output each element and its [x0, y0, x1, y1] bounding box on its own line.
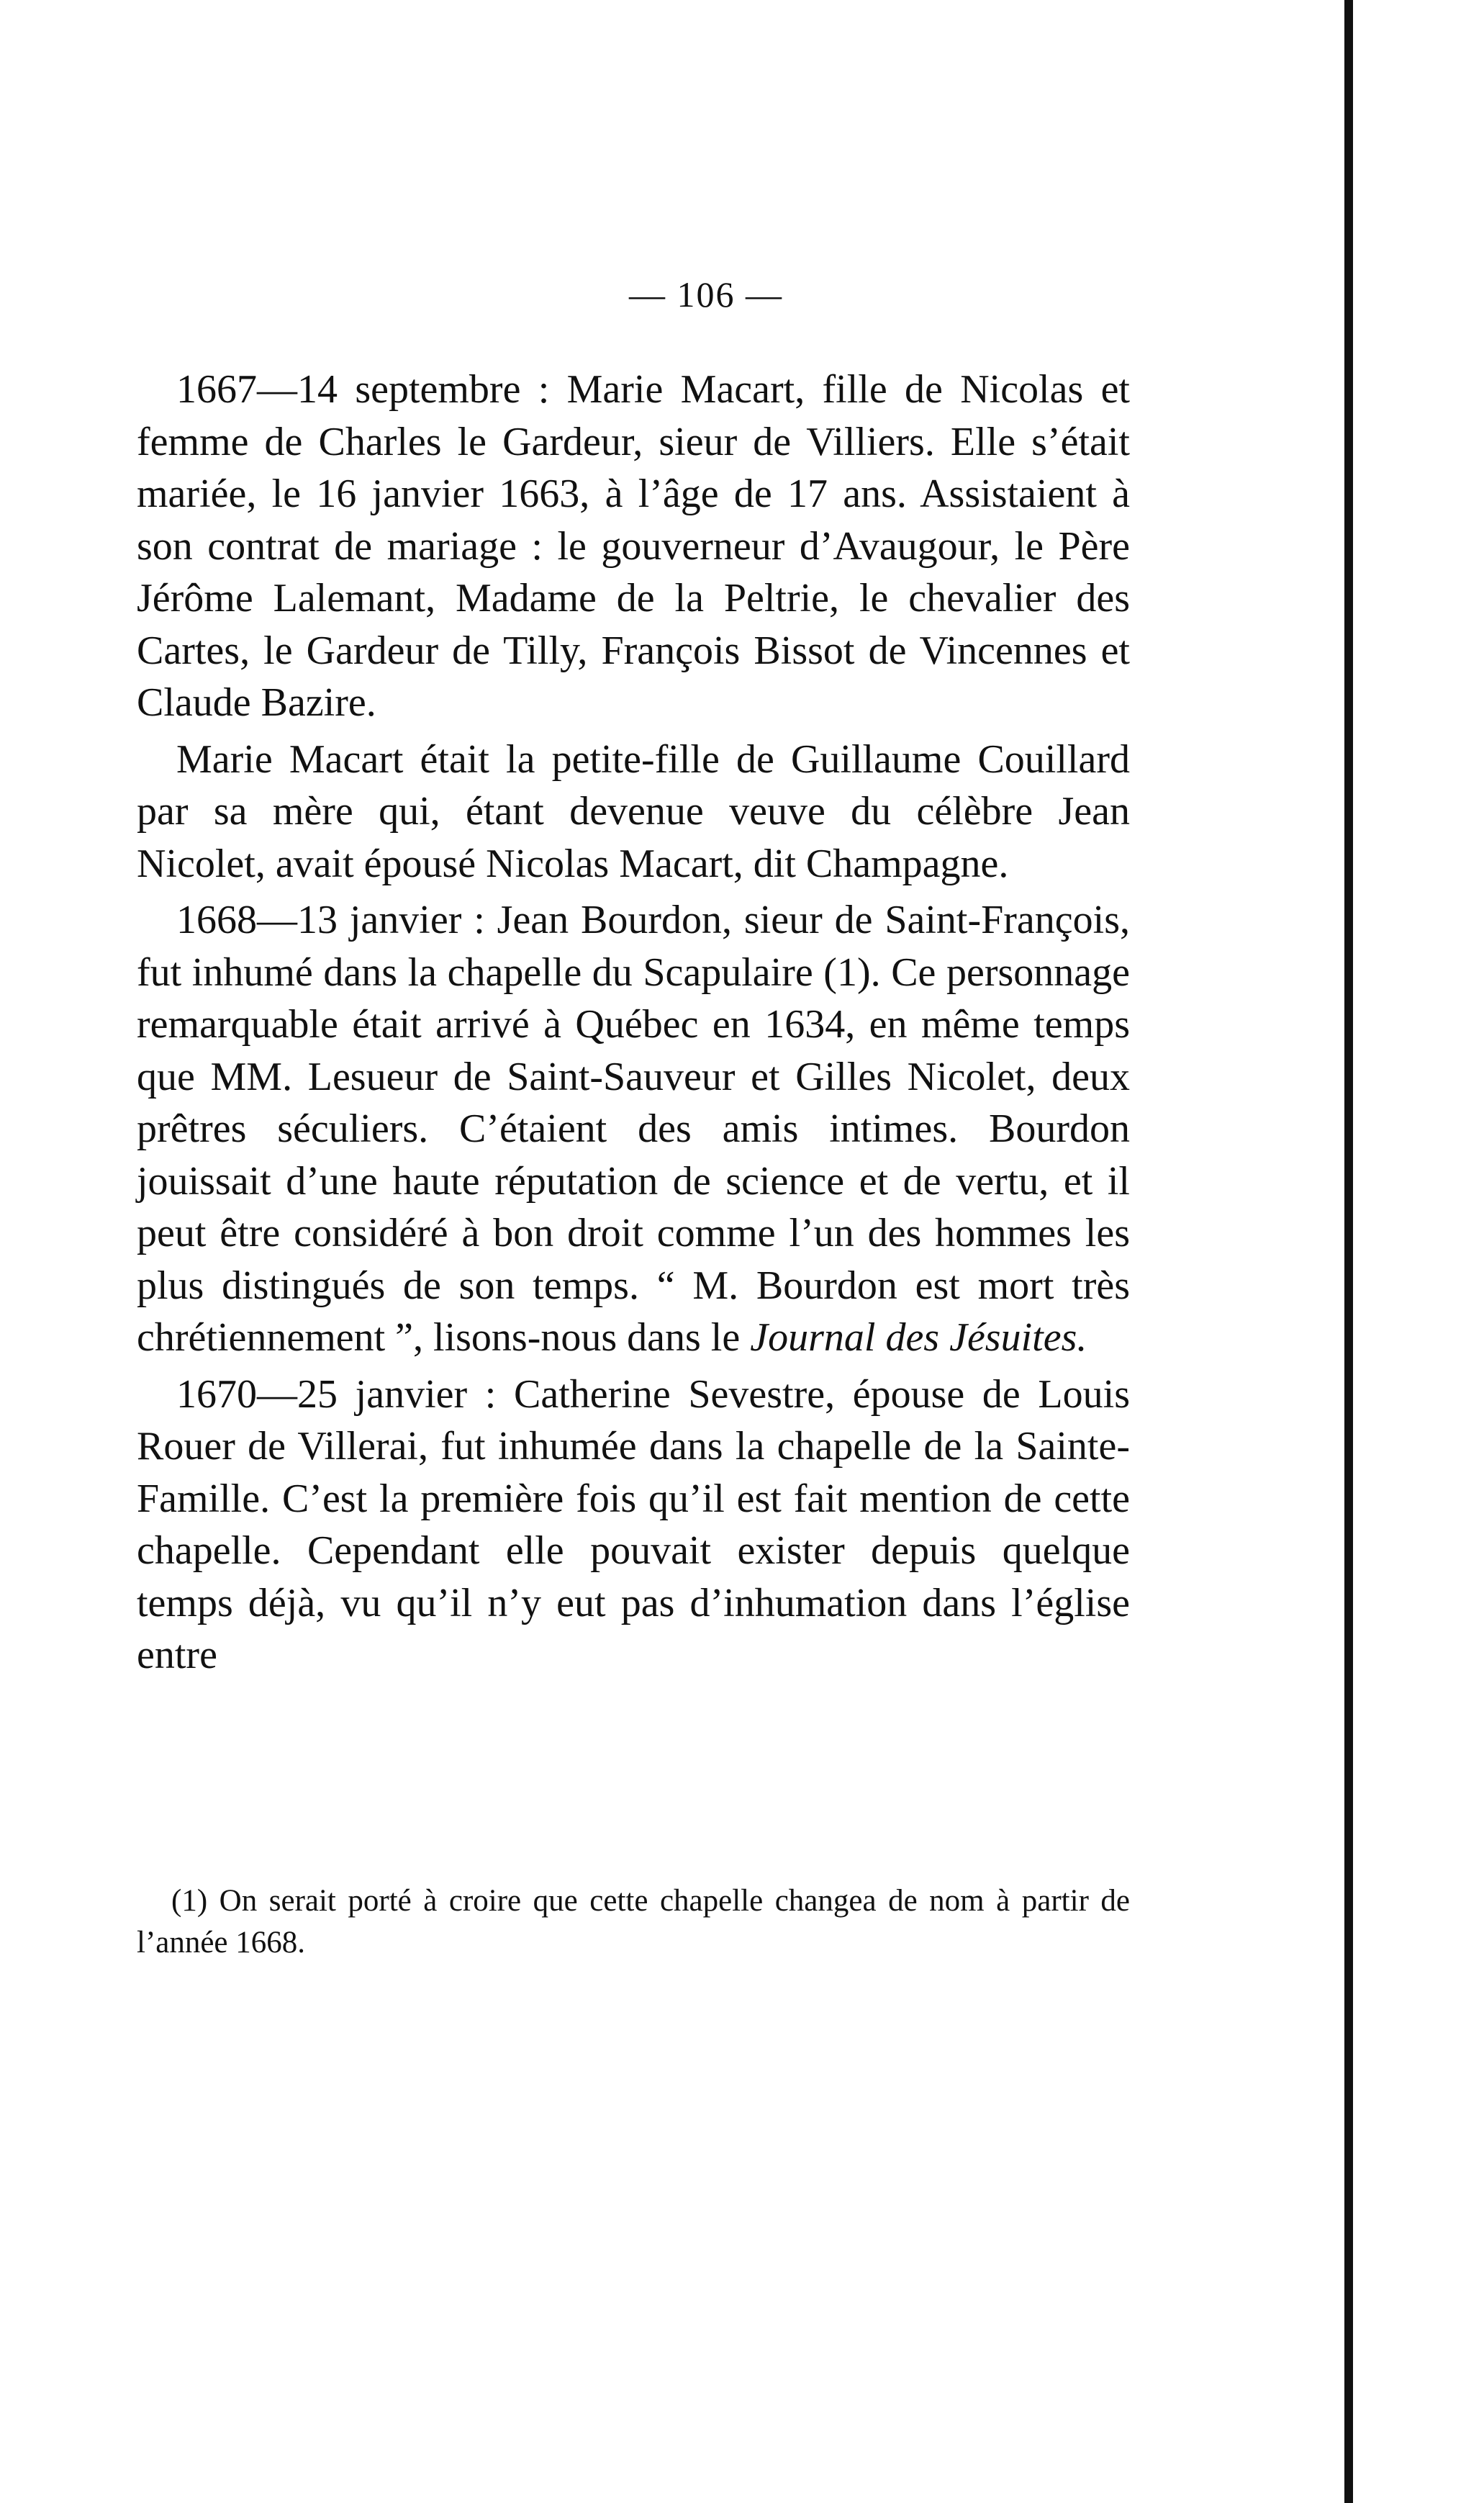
body-text — [137, 364, 1130, 1682]
paragraph-marie-macart: Marie Macart était la petite-fille de Guillaume Couillard par sa mère qui, étant devenue veuve du célèbre Jean Nicolet, avait épousé Nicolas Macart, dit Champagne. — [137, 736, 1130, 886]
paragraph-1670: 1670—25 janvier : Catherine Sevestre, épouse de Louis Rouer de Villerai, fut inhumée dans la chapelle de la Sainte-Famille. C’est la première fois qu’il est fait mention de cette chapelle. Cependant elle pouvait exister depuis quelque temps déjà, vu qu’il n’y eut pas d’inhumation dans l’église entre — [137, 1371, 1130, 1677]
footnote: (1) On serait porté à croire que cette chapelle changea de nom à partir de l’année 1668. — [137, 1884, 1130, 1959]
journal-title: Journal des Jésuites. — [750, 1315, 1087, 1360]
paragraph-1668-text: 1668—13 janvier : Jean Bourdon, sieur de Saint-François, fut inhumé dans la chapelle du Scapulaire (1). Ce personnage remarquable était arrivé à Québec en 1634, en même temps que MM. Lesueur de Saint-Sauveur et Gilles Nicolet, deux prêtres séculiers. C’étaient des amis intimes. Bourdon jouissait d’une haute réputation de science et de vertu, et il peut être considéré à bon droit comme l’un des hommes les plus distingués de son temps. “ M. Bourdon est mort très chrétiennement ”, lisons-nous dans le — [137, 898, 1130, 1360]
page-number: — 106 — — [629, 274, 783, 315]
paragraph-1667: 1667—14 septembre : Marie Macart, fille de Nicolas et femme de Charles le Gardeur, sieur de Villiers. Elle s’était mariée, le 16 janvier 1663, à l’âge de 17 ans. Assistaient à son contrat de mariage : le gouverneur d’Avaugour, le Père Jérôme Lalemant, Madame de la Peltrie, le chevalier des Cartes, le Gardeur de Tilly, François Bissot de Vincennes et Claude Bazire. — [137, 367, 1130, 725]
page-edge-line — [1344, 0, 1353, 2503]
paragraph-1668 — [137, 894, 1130, 1364]
